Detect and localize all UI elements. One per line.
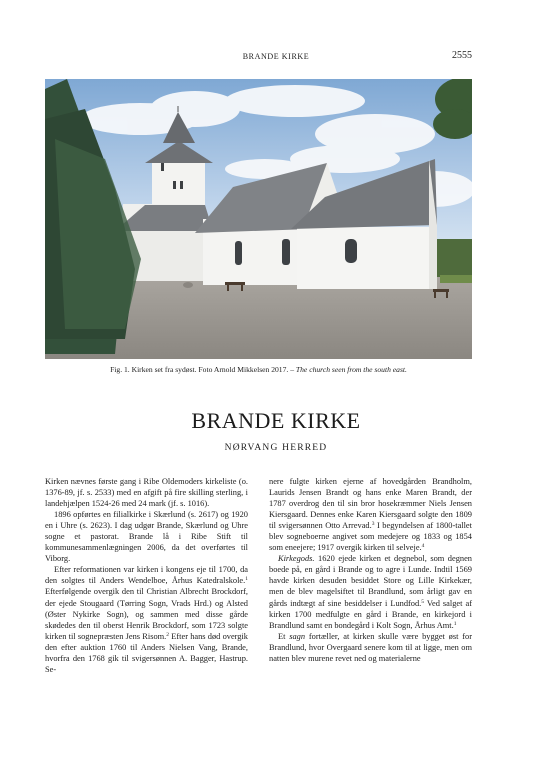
running-head (0, 50, 552, 64)
section-lead: Kirkegods. (278, 554, 315, 564)
hedge-right (437, 239, 472, 279)
footnote-ref: 4 (421, 543, 425, 550)
caption-danish: Fig. 1. Kirken set fra sydøst. Foto Arnold Mikkelsen 2017. – (110, 365, 294, 374)
footnote-ref: 5 (421, 598, 425, 605)
paragraph (269, 631, 472, 664)
grass-edge (440, 275, 472, 283)
text-run: Efter reformationen var kirken i kongens eje til 1700, da den solgtes til Anders Wendelboe, Århus Katedralskole. (45, 565, 248, 586)
figure-caption (45, 365, 472, 374)
text-run: Et (278, 631, 290, 641)
italic-term: sagn (289, 631, 306, 641)
text-run: Ved salget af kirken 1700 medfulgte en gård i Brande, en kirkejord i Brandlund samt en bondegård i Kolt Sogn, Århus Amt. (269, 598, 472, 630)
stone (183, 282, 193, 288)
text-run: I begyndelsen af 1800-tallet blev sogneboerne angivet som medejere og 1833 og 1854 som eneejere; 1917 overgik kirken til selveje. (269, 521, 472, 553)
paragraph (269, 553, 472, 630)
text-run: fortæller, at kirken skulle være bygget øst for Brandlund, hvor Overgaard senere kom til at ligge, men om natten blev murene revet ned og materialerne (269, 631, 472, 663)
paragraph: Kirken nævnes første gang i Ribe Oldemoders kirkeliste (o. 1376-89, jf. s. 2533) med en afgift på fire skilling sterling, i landehjælpen 1524-26 med 24 mark (jf. s. 1016). (45, 477, 248, 509)
left-column (45, 476, 248, 675)
footnote-ref: 2 (166, 631, 170, 638)
footnote-ref: 1 (245, 576, 248, 583)
running-title: BRANDE KIRKE (242, 52, 310, 61)
footnote-ref: 3 (371, 521, 375, 528)
article-title: BRANDE KIRKE (191, 408, 361, 433)
caption-english: The church seen from the south east. (295, 365, 407, 374)
paragraph (269, 476, 472, 553)
text-run: nere fulgte kirken ejerne af hovedgården Brandholm, Laurids Jensen Brandt og hans enke Maren Brandt, der 1787 overdrog den til sin bror hosekræmmer Niels Jensen Kiersgaard. Dennes enke Karen Kiersgaard solgte den 1809 til svigersønnen Otto Arrevad. (269, 477, 472, 531)
article-subtitle: NØRVANG HERRED (224, 443, 328, 453)
right-column (269, 476, 472, 664)
paragraph (45, 564, 248, 674)
footnote-ref: 1 (453, 620, 457, 627)
text-run: Efter hans død overgik den efter auktion 1760 til Anders Nielsen Vang, Brande, hvorfra den 1768 gik til svigersønnen A. Bagger, Hastrup. Se- (45, 631, 248, 674)
text-run: 1620 ejede kirken et degnebol, som degnen boede på, en gård i Brande og to agre i Lunde. Indtil 1569 havde kirken desuden besiddet Store og Lille Kirkekær, men de blev magelsiftet til Brandlund, som årligt gav en gårds indtægt af sine besiddelser i Lundfod. (269, 554, 472, 608)
page-number: 2555 (452, 50, 472, 61)
paragraph: 1896 opførtes en filialkirke i Skærlund (s. 2617) og 1920 en i Uhre (s. 2623). I dag udgør Brande, Skærlund og Uhre sogne et pastorat. Brande lå i Ribe Stift til kommunesammenlægningen 2006, da det overførtes til Viborg. (45, 510, 248, 564)
text-run: Efterfølgende overgik den til Christian Albrecht Brockdorf, der ejede Stougaard (Tørring Sogn, Vrads Hrd.) og Alsted (Øster Nykirke Sogn), og sammen med disse gårde skødedes den til oberst Henrik Brockdorf, som 1723 solgte kirken til sognepræsten Jens Risom. (45, 587, 248, 641)
church-photo (45, 79, 472, 359)
